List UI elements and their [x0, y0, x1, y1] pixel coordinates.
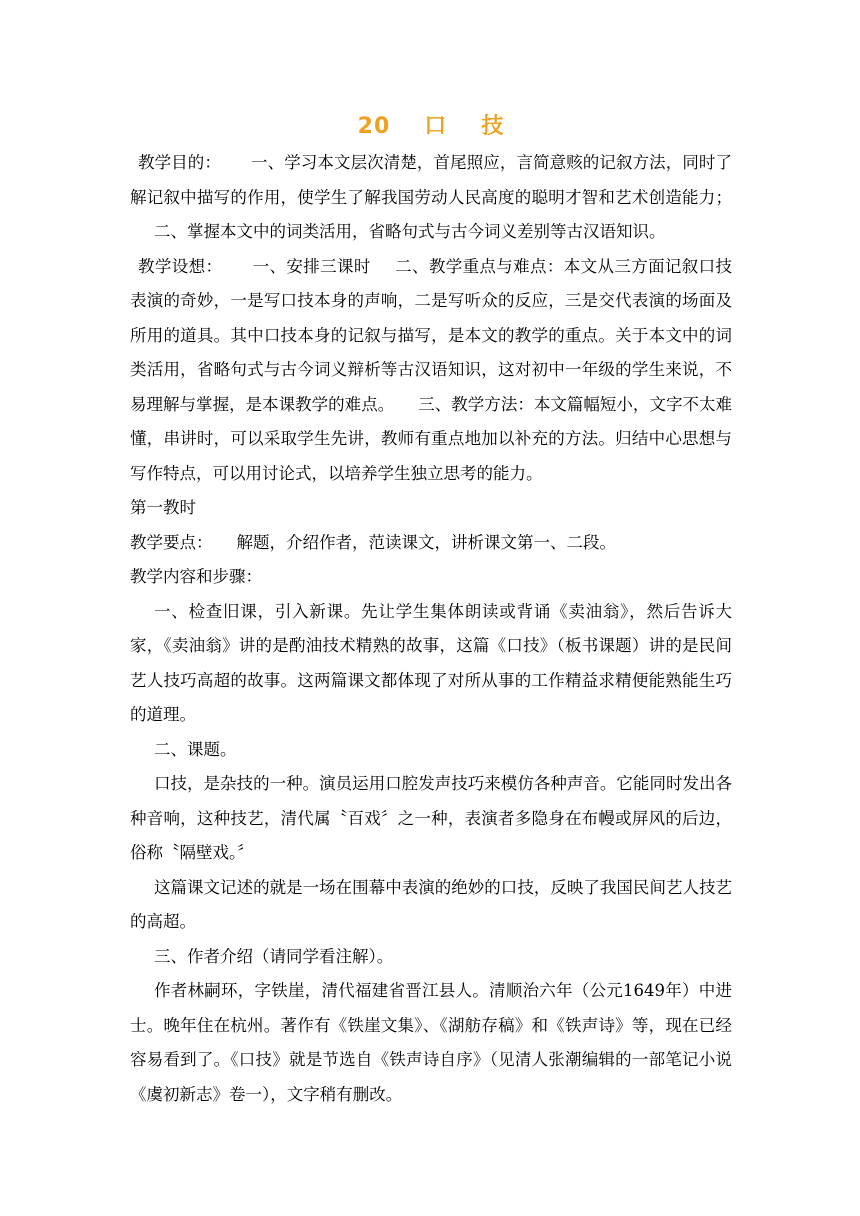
teaching-goals-paragraph — [130, 146, 732, 250]
design-item-2: 二、教学重点与难点：本文从三方面记叙口技表演的奇妙，一是写口技本身的声响，二是写听众的反应，三是交代表演的场面及所用的道具。其中口技本身的记叙与描写，是本文的教学的重点。关于本文中的词类活用，省略句式与古今词义辩析等古汉语知识，这对初中一年级的学生来说，不易理解与掌握，是本课教学的难点。 — [130, 256, 733, 414]
teaching-points-paragraph — [130, 526, 732, 561]
document-title — [130, 110, 732, 144]
step-2-paragraph-2: 这篇课文记述的就是一场在围幕中表演的绝妙的口技，反映了我国民间艺人技艺的高超。 — [130, 877, 732, 931]
step-2-paragraph-1: 口技，是杂技的一种。演员运用口腔发声技巧来模仿各种声音。它能同时发出各种音响，这种技艺，清代属〝百戏〞之一种，表演者多隐身在布幔或屏风的后边，俗称〝隔壁戏。〞 — [130, 774, 732, 862]
lesson-one-heading: 第一教时 — [130, 498, 196, 517]
title-char-2: 技 — [481, 114, 505, 139]
teaching-design-paragraph — [130, 250, 732, 492]
goals-label: 教学目的： — [138, 153, 221, 172]
design-label: 教学设想： — [138, 256, 223, 276]
title-char-1: 口 — [424, 114, 448, 139]
step-3-paragraph-1: 作者林嗣环，字铁崖，清代福建省晋江县人。清顺治六年（公元1649年）中进士。晚年住在杭州。著作有《铁崖文集》、《湖舫存稿》和《铁声诗》等，现在已经容易看到了。《口技》就是节选自《铁声诗自序》（见清人张潮编辑的一部笔记小说《虞初新志》卷一），文字稍有删改。 — [130, 981, 732, 1104]
step-1-paragraph: 一、检查旧课，引入新课。先让学生集体朗读或背诵《卖油翁》，然后告诉大家，《卖油翁》讲的是酌油技术精熟的故事，这篇《口技》（板书课题）讲的是民间艺人技巧高超的故事。这两篇课文都体现了对所从事的工作精益求精便能熟能生巧的道理。 — [130, 601, 732, 724]
step-3-heading: 三、作者介绍（请同学看注解）。 — [154, 946, 394, 966]
design-item-1: 一、安排三课时 — [252, 256, 371, 276]
step-2-heading: 二、课题。 — [154, 739, 237, 759]
design-item-3: 三、教学方法：本文篇幅短小，文字不太难懂，串讲时，可以采取学生先讲，教师有重点地加以补充的方法。归结中心思想与写作特点，可以用讨论式，以培养学生独立思考的能力。 — [130, 394, 733, 483]
goals-item-2: 二、掌握本文中的词类活用，省略句式与古今词义差别等古汉语知识。 — [154, 222, 666, 241]
content-steps-heading: 教学内容和步骤： — [130, 567, 262, 586]
points-text: 解题，介绍作者，范读课文，讲析课文第一、二段。 — [236, 532, 616, 552]
goals-item-1: 一、学习本文层次清楚，首尾照应，言简意赅的记叙方法，同时了解记叙中描写的作用，使学生了解我国劳动人民高度的聪明才智和艺术创造能力； — [130, 153, 733, 207]
document-page — [130, 110, 732, 1112]
title-number: 20 — [357, 114, 391, 139]
points-label: 教学要点： — [130, 532, 213, 552]
